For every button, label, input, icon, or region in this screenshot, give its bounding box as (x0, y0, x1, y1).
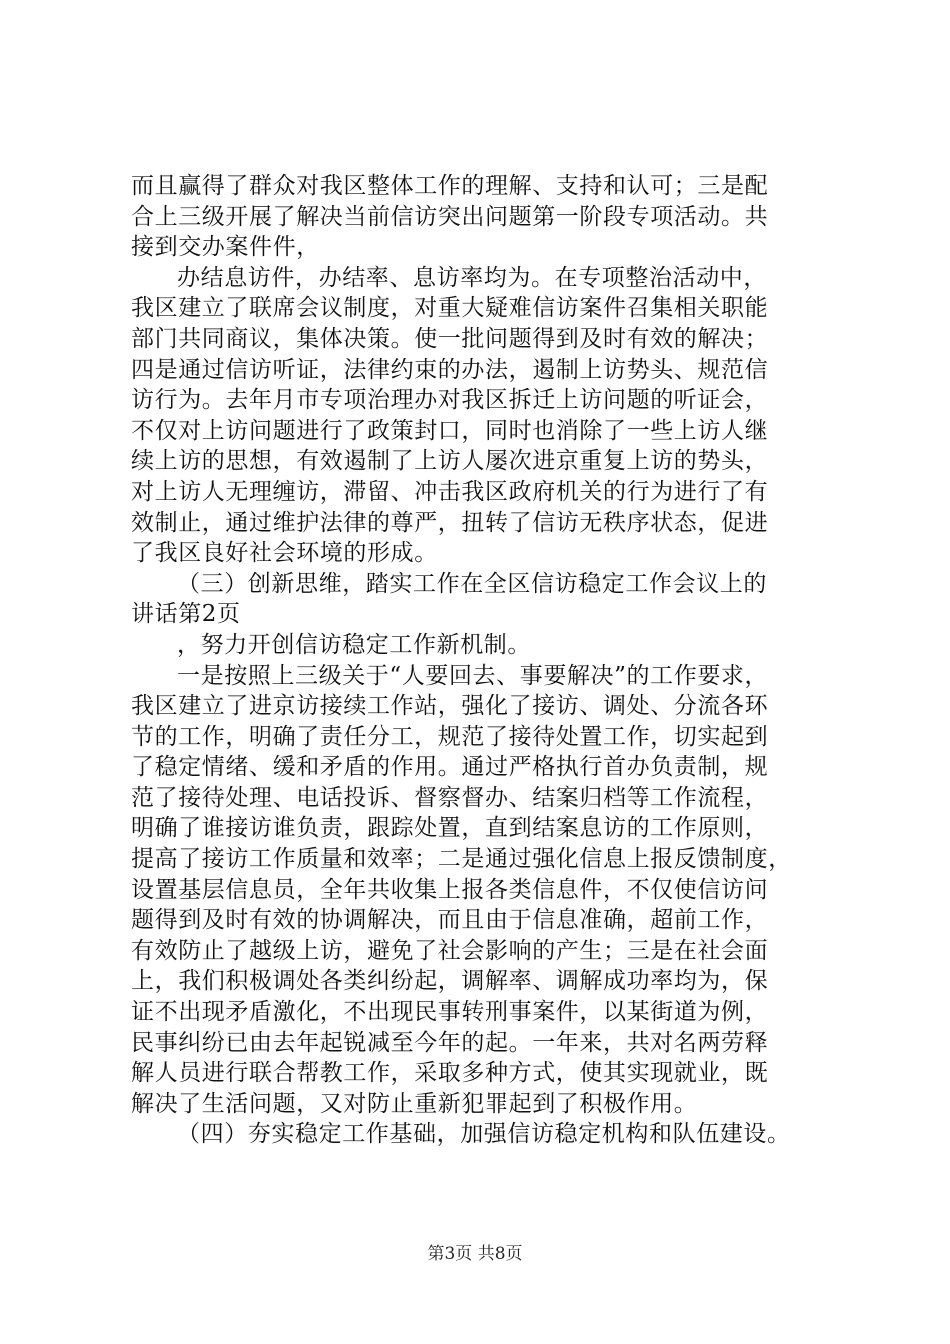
text-line: 我区建立了进京访接续工作站，强化了接访、调处、分流各环 (131, 693, 769, 720)
text-line: 访行为。去年月市专项治理办对我区拆迁上访问题的听证会， (131, 387, 769, 414)
text-line: 设置基层信息员，全年共收集上报各类信息件，不仅使信访问 (131, 876, 769, 903)
text-line: （四）夯实稳定工作基础，加强信访稳定机构和队伍建设。 (177, 1121, 791, 1148)
text-line: 有效防止了越级上访，避免了社会影响的产生；三是在社会面 (131, 937, 769, 964)
text-line: 不仅对上访问题进行了政策封口，同时也消除了一些上访人继 (131, 417, 769, 444)
text-line: 节的工作，明确了责任分工，规范了接待处置工作，切实起到 (131, 723, 769, 750)
text-line: 效制止，通过维护法律的尊严，扭转了信访无秩序状态，促进 (131, 509, 769, 536)
text-line: 提高了接访工作质量和效率；二是通过强化信息上报反馈制度， (131, 846, 792, 873)
text-line: 了我区良好社会环境的形成。 (131, 540, 438, 567)
text-line: （三）创新思维，踏实工作在全区信访稳定工作会议上的 (177, 570, 767, 597)
text-line: 而且赢得了群众对我区整体工作的理解、支持和认可；三是配 (131, 173, 769, 199)
text-line: 题得到及时有效的协调解决，而且由于信息准确，超前工作， (131, 907, 769, 934)
text-line: 办结息访件，办结率、息访率均为。在专项整治活动中， (177, 264, 767, 291)
text-line: 接到交办案件件， (131, 234, 320, 261)
text-line: 对上访人无理缠访，滞留、冲击我区政府机关的行为进行了有 (131, 478, 769, 505)
text-line: 解决了生活问题，又对防止重新犯罪起到了积极作用。 (131, 1090, 698, 1117)
text-line: 续上访的思想，有效遏制了上访人屡次进京重复上访的势头， (131, 448, 769, 475)
text-line: 了稳定情绪、缓和矛盾的作用。通过严格执行首办负责制，规 (131, 754, 769, 781)
text-line: 明确了谁接访谁负责，跟踪处置，直到结案息访的工作原则， (131, 815, 769, 842)
text-line: 我区建立了联席会议制度，对重大疑难信访案件召集相关职能 (131, 295, 769, 322)
text-line: 上，我们积极调处各类纠纷起，调解率、调解成功率均为，保 (131, 968, 769, 995)
text-line: 讲话第2页 (131, 601, 241, 628)
text-line: 合上三级开展了解决当前信访突出问题第一阶段专项活动。共 (131, 203, 769, 230)
text-line: 民事纠纷已由去年起锐减至今年的起。一年来，共对名两劳释 (131, 1029, 769, 1056)
text-line: 范了接待处理、电话投诉、督察督办、结案归档等工作流程， (131, 784, 769, 811)
text-line: 四是通过信访听证，法律约束的办法，遏制上访势头、规范信 (131, 356, 769, 383)
document-body (131, 171, 831, 1150)
text-line: ，努力开创信访稳定工作新机制。 (177, 631, 531, 658)
page-number: 第3页 共8页 (427, 1244, 523, 1264)
text-line: 证不出现矛盾激化，不出现民事转刑事案件，以某街道为例， (131, 999, 769, 1026)
text-line: 解人员进行联合帮教工作，采取多种方式，使其实现就业，既 (131, 1060, 769, 1087)
text-line: 一是按照上三级关于“人要回去、事要解决”的工作要求， (177, 662, 769, 689)
text-line: 部门共同商议，集体决策。使一批问题得到及时有效的解决； (131, 325, 769, 352)
